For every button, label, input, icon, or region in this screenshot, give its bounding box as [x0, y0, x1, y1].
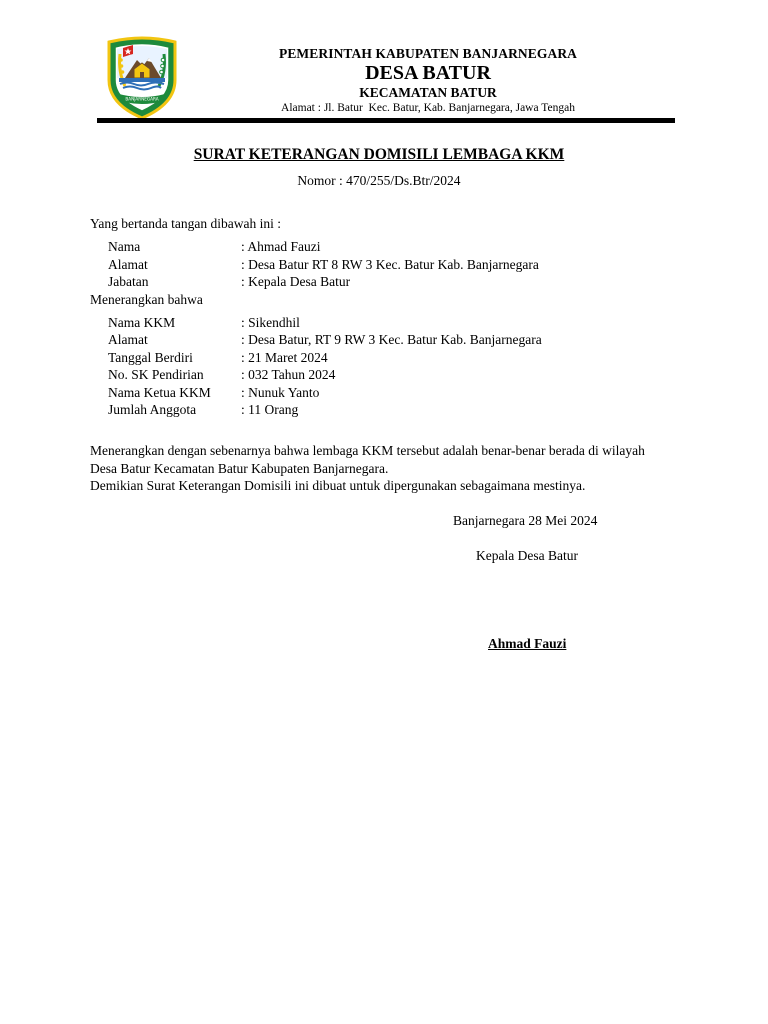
organization-field-value: : Sikendhil: [241, 315, 300, 330]
signer-field-value: : Ahmad Fauzi: [241, 239, 321, 254]
organization-field-label: Nama Ketua KKM: [108, 385, 211, 400]
signature-place-date: Banjarnegara 28 Mei 2024: [453, 513, 598, 528]
closing-statement: Menerangkan dengan sebenarnya bahwa lembaga KKM tersebut adalah benar-benar berada di wilayah Desa Batur Kecamatan Batur Kabupaten Banjarnegara.: [90, 443, 645, 476]
organization-field-label: No. SK Pendirian: [108, 367, 204, 382]
government-name: PEMERINTAH KABUPATEN BANJARNEGARA: [278, 46, 578, 61]
village-name: DESA BATUR: [365, 62, 491, 84]
organization-field-label: Nama KKM: [108, 315, 176, 330]
office-address: Alamat : Jl. Batur Kec. Batur, Kab. Banjarnegara, Jawa Tengah: [281, 102, 575, 114]
regency-emblem-logo: [103, 34, 181, 120]
document-title: SURAT KETERANGAN DOMISILI LEMBAGA KKM: [193, 146, 565, 163]
letterhead-divider: [97, 118, 675, 123]
organization-field-value: : Desa Batur, RT 9 RW 3 Kec. Batur Kab. Banjarnegara: [241, 332, 542, 347]
signer-field-value: : Kepala Desa Batur: [241, 274, 351, 289]
signer-field-label: Nama: [108, 239, 141, 254]
organization-field-label: Alamat: [108, 332, 148, 347]
organization-field-value: : 11 Orang: [241, 402, 299, 417]
signature-role: Kepala Desa Batur: [476, 548, 578, 563]
signer-field-label: Jabatan: [108, 274, 149, 289]
signer-field-value: : Desa Batur RT 8 RW 3 Kec. Batur Kab. Banjarnegara: [241, 257, 539, 272]
closing-purpose: Demikian Surat Keterangan Domisili ini dibuat untuk dipergunakan sebagaimana mestinya.: [90, 478, 586, 493]
organization-field-label: Tanggal Berdiri: [108, 350, 193, 365]
signer-intro: Yang bertanda tangan dibawah ini :: [90, 216, 281, 231]
closing-paragraph: [90, 442, 670, 495]
district-name: KECAMATAN BATUR: [359, 85, 497, 100]
organization-field-value: : Nunuk Yanto: [241, 385, 320, 400]
organization-field-value: : 032 Tahun 2024: [241, 367, 336, 382]
signature-name: Ahmad Fauzi: [488, 636, 567, 651]
organization-field-value: : 21 Maret 2024: [241, 350, 328, 365]
letterhead-text: [210, 45, 646, 116]
svg-text:BANJARNEGARA: BANJARNEGARA: [125, 96, 159, 102]
document-number: Nomor : 470/255/Ds.Btr/2024: [297, 173, 461, 188]
organization-intro: Menerangkan bahwa: [90, 292, 203, 307]
organization-field-label: Jumlah Anggota: [108, 402, 197, 417]
signer-field-label: Alamat: [108, 257, 148, 272]
